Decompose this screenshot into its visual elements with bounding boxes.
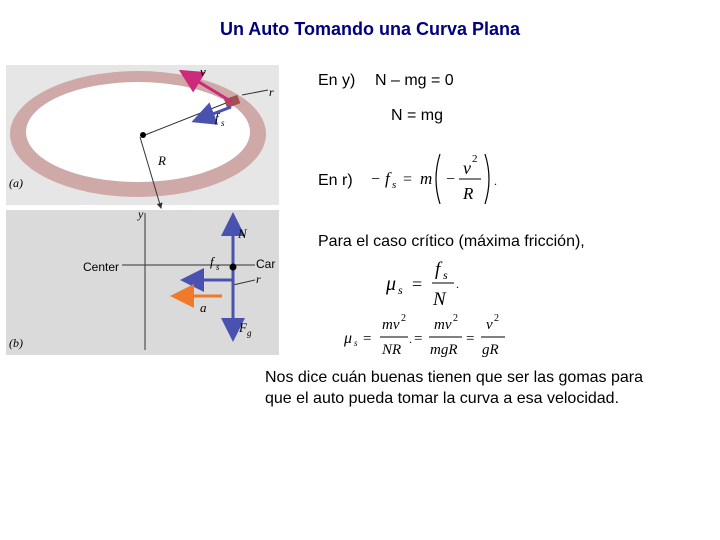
svg-text:=: =	[403, 171, 413, 188]
svg-text:s: s	[221, 118, 225, 128]
label-center: Center	[83, 260, 120, 274]
svg-text:g: g	[247, 328, 252, 338]
label-Fg: F	[239, 320, 247, 335]
svg-text:=: =	[414, 331, 423, 347]
eq-r-formula	[368, 148, 508, 210]
conclusion-line-2: que el auto pueda tomar la curva a esa velocidad.	[265, 390, 620, 407]
mu-s-chain	[342, 312, 512, 360]
svg-text:−: −	[446, 171, 456, 188]
slide-title: Un Auto Tomando una Curva Plana	[219, 19, 520, 39]
svg-text:N: N	[433, 289, 446, 310]
car-dot	[230, 264, 237, 271]
label-r-top: r	[269, 85, 274, 99]
label-r-bottom: r	[256, 272, 261, 286]
eq-r-label: En r)	[318, 172, 353, 189]
svg-text:mv: mv	[382, 317, 400, 333]
svg-text:s: s	[392, 179, 397, 191]
label-R: R	[158, 153, 166, 168]
svg-text:2: 2	[494, 313, 499, 324]
svg-text:s: s	[216, 262, 220, 272]
svg-text:.: .	[409, 332, 412, 346]
svg-text:=: =	[363, 331, 372, 347]
eq-y2: N = mg	[391, 107, 444, 124]
svg-text:mgR: mgR	[430, 342, 458, 358]
label-N: N	[238, 226, 247, 241]
svg-text:m: m	[420, 169, 433, 188]
svg-text:.: .	[456, 277, 459, 291]
label-v: v	[200, 64, 206, 79]
center-dot	[140, 132, 146, 138]
label-car: Car	[256, 257, 276, 271]
svg-text:mv: mv	[434, 317, 452, 333]
label-y: y	[138, 207, 144, 221]
svg-text:NR: NR	[382, 342, 402, 358]
car-curve-figure	[0, 60, 300, 360]
svg-text:v: v	[486, 317, 493, 333]
svg-text:s: s	[443, 268, 448, 282]
conclusion-line-1: Nos dice cuán buenas tienen que ser las gomas para	[265, 369, 644, 386]
svg-text:μ: μ	[344, 330, 353, 347]
svg-text:=: =	[466, 331, 475, 347]
svg-text:f: f	[435, 259, 441, 280]
svg-text:=: =	[412, 274, 423, 294]
label-a: (a)	[9, 176, 23, 190]
eq-y-label: En y)	[318, 72, 356, 89]
svg-text:f: f	[385, 169, 390, 188]
label-fs-top: f	[215, 110, 219, 125]
critical-label: Para el caso crítico (máxima fricción),	[318, 233, 585, 250]
label-b: (b)	[9, 336, 23, 350]
label-fs: f	[210, 254, 214, 269]
mu-s-definition	[382, 252, 472, 312]
svg-text:2: 2	[401, 313, 406, 324]
label-a-vec: a	[200, 300, 207, 315]
svg-text:2: 2	[472, 153, 478, 165]
svg-text:R: R	[463, 184, 474, 203]
svg-text:−: −	[371, 171, 381, 188]
svg-text:s: s	[398, 283, 403, 297]
svg-text:2: 2	[453, 313, 458, 324]
svg-text:μ: μ	[386, 273, 397, 295]
conclusion-text	[265, 367, 643, 409]
eq-y: N – mg = 0	[375, 72, 454, 89]
svg-text:s: s	[354, 338, 358, 348]
svg-text:gR: gR	[482, 342, 499, 358]
svg-text:.: .	[494, 174, 497, 188]
svg-text:v: v	[463, 158, 471, 178]
